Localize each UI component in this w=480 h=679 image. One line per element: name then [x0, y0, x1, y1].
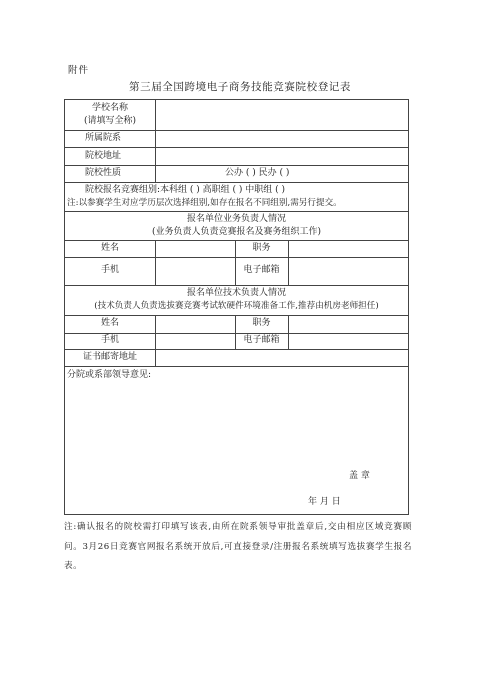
school-name-hint: (请填写全称) [83, 116, 137, 126]
school-address-label: 院校地址 [85, 151, 122, 161]
row-divider [65, 165, 408, 166]
business-phone-label: 手机 [100, 265, 119, 275]
column-divider [155, 240, 156, 285]
competition-track-note: 注:以参赛学生对应学历层次选择组别,如存在报名不同组别,需另行提交。 [67, 198, 342, 208]
business-position-label: 职务 [252, 243, 271, 253]
row-divider [65, 315, 408, 316]
seal-label: 盖 章 [349, 471, 370, 481]
column-divider [155, 315, 156, 366]
department-label: 所属院系 [85, 133, 122, 143]
tech-phone-label: 手机 [100, 335, 119, 345]
tech-contact-subheading: (技术负责人负责选拔赛竞赛考试软硬件环境准备工作,推荐由机房老师担任) [94, 301, 379, 311]
registration-form-table [64, 99, 409, 515]
row-divider [65, 285, 408, 286]
row-divider [65, 211, 408, 212]
row-divider [65, 182, 408, 183]
tech-name-label: 姓名 [100, 318, 119, 328]
business-name-label: 姓名 [100, 243, 119, 253]
tech-contact-heading: 报名单位技术负责人情况 [186, 288, 286, 298]
column-divider [288, 315, 289, 349]
column-divider [155, 100, 156, 182]
row-divider [65, 349, 408, 350]
business-contact-subheading: (业务负责人负责竞赛报名及赛务组织工作) [151, 227, 322, 237]
school-type-label: 院校性质 [85, 168, 122, 178]
date-label: 年 月 日 [308, 497, 341, 507]
department-opinion-label: 分院或系部领导意见: [67, 370, 152, 380]
column-divider [288, 240, 289, 285]
tech-position-label: 职务 [252, 318, 271, 328]
footer-note: 注:确认报名的院校需打印填写该表,由所在院系领导审批盖章后,交由相应区域竞赛顾问。3月26日竞赛官网报名系统开放后,可直接登录/注册报名系统填写选拔赛学生报名表。 [64, 522, 412, 571]
school-type-options: 公办 ( ) 民办 ( ) [225, 168, 290, 178]
form-title: 第三届全国跨境电子商务技能竞赛院校登记表 [129, 81, 351, 93]
school-name-label: 学校名称 [91, 103, 128, 113]
business-email-label: 电子邮箱 [243, 265, 280, 275]
row-divider [65, 333, 408, 334]
competition-track-line: 院校报名竞赛组别:本科组 ( ) 高职组 ( ) 中职组 ( ) [85, 185, 285, 195]
row-divider [65, 147, 408, 148]
row-divider [65, 366, 408, 367]
certificate-address-label: 证书邮寄地址 [82, 352, 137, 362]
row-divider [65, 257, 408, 258]
annex-label: 附件 [68, 65, 90, 76]
row-divider [65, 130, 408, 131]
tech-email-label: 电子邮箱 [243, 335, 280, 345]
row-divider [65, 240, 408, 241]
business-contact-heading: 报名单位业务负责人情况 [186, 214, 286, 224]
